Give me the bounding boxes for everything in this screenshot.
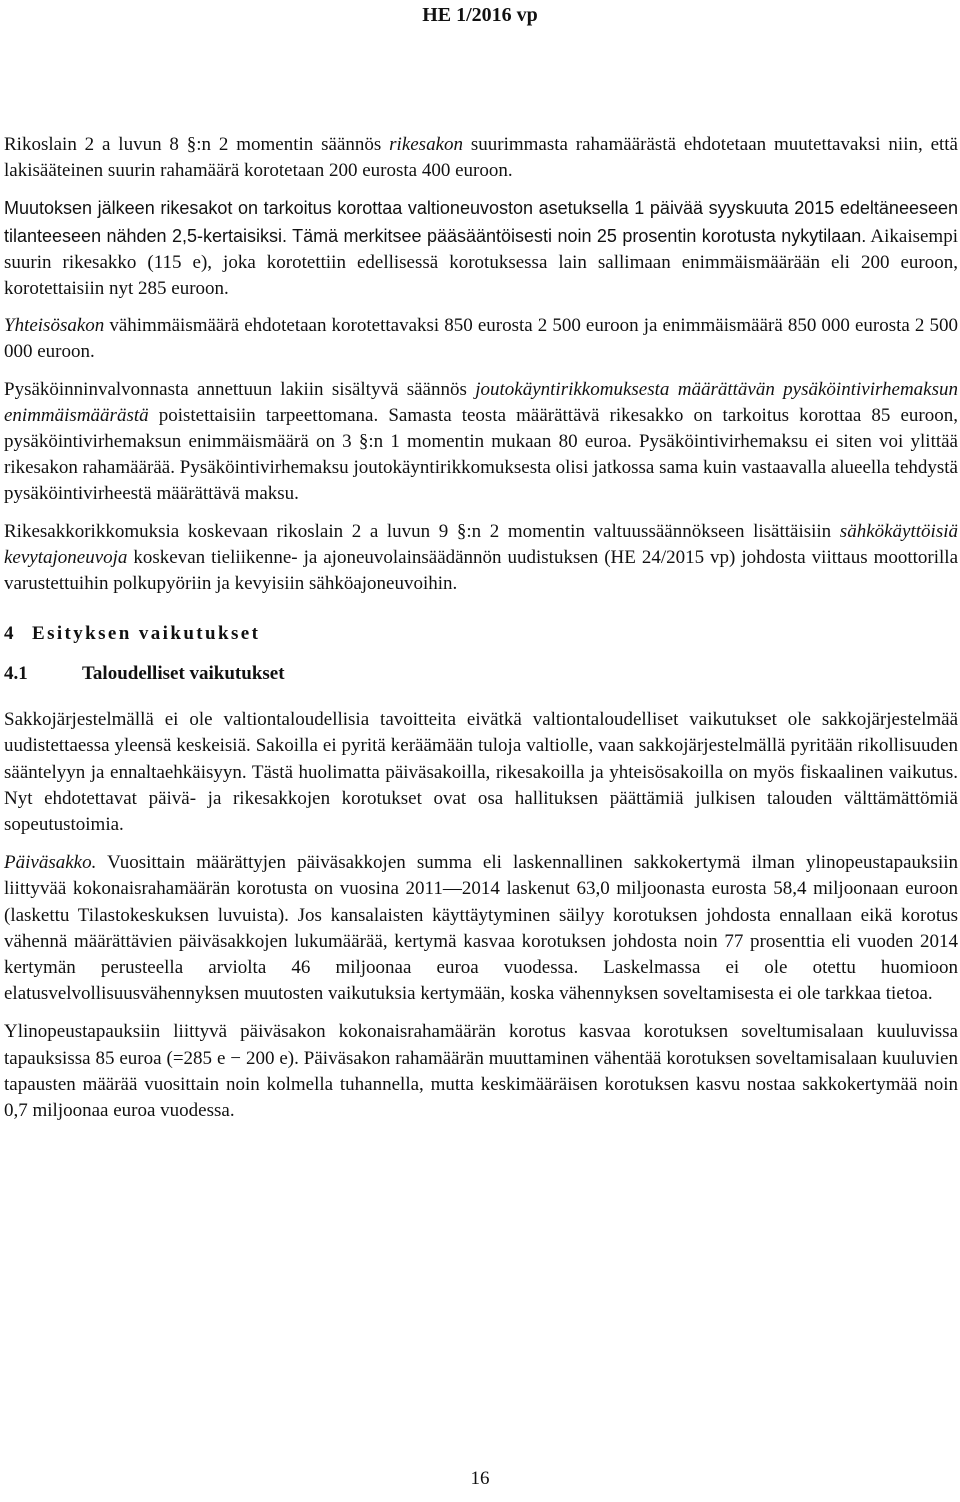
subsection-heading: 4.1 Taloudelliset vaikutukset xyxy=(4,663,285,685)
paragraph-pysakointi: Pysäköinninvalvonnasta annettuun lakiin sisältyvä säännös joutokäyntirikkomuksesta määrättävän pysäköintivirhemaksun enimmäismäärästä poistettaisiin tarpeettomana. Samasta teosta määrättävä rikesakko on tarkoitus korottaa 85 euroon, pysäköintivirhemaksun enimmäismäärä on 3 §:n 1 momentin mukaan 80 euroa. Pysäköintivirhemaksu ei siten voi ylittää rikesakon rahamäärää. Pysäköintivirhemaksu joutokäyntirikkomuksesta olisi jatkossa sama kuin vastaavalla alueella tehdystä pysäköintivirheestä määrättävä maksu. xyxy=(4,378,959,505)
page-number: 16 xyxy=(470,1468,490,1489)
paragraph-ylinopeus: Ylinopeustapauksiin liittyvä päiväsakon kokonaisrahamäärän korotus kasvaa korotuksen soveltumisalaan kuuluvissa tapauksissa 85 euroa (=285 e − 200 e). Päiväsakon rahamäärän muuttaminen vähentää korotuksen soveltamisalaan kuuluvien tapausten määrää vuosittain noin kolmella tuhannella, mutta keskimääräisen korotuksen kasvu nostaa sakkokertymää noin 0,7 miljoonaa euroa vuodessa. xyxy=(4,1021,958,1122)
section-heading: 4 Esityksen vaikutukset xyxy=(4,623,261,645)
document-body xyxy=(4,132,958,1135)
running-header: HE 1/2016 vp xyxy=(422,4,538,26)
paragraph-sakkojarjestelma: Sakkojärjestelmällä ei ole valtiontaloudellisia tavoitteita eivätkä valtiontaloudelliset vaikutukset ole sakkojärjestelmää uudistettaessa yleensä keskeisiä. Sakoilla ei pyritä keräämään tuloja valtiolle, vaan sakkojärjestelmällä pyritään rikollisuuden sääntelyyn ja ennaltaehkäisyyn. Tästä huolimatta päiväsakoilla, rikesakoilla ja yhteisösakoilla on myös fiskaalinen vaikutus. Nyt ehdotettavat päivä- ja rikesakkojen korotukset ovat osa hallituksen päättämiä julkisen talouden välttämättömiä sopeutustoimia. xyxy=(4,709,958,836)
paragraph-rikesakko-limit: Rikoslain 2 a luvun 8 §:n 2 momentin säännös rikesakon suurimmasta rahamäärästä ehdotetaan muutettavaksi niin, että lakisääteinen suurin rahamäärä korotetaan 200 eurosta 400 euroon. xyxy=(4,134,958,182)
paragraph-valtuussaannos: Rikesakkorikkomuksia koskevaan rikoslain 2 a luvun 9 §:n 2 momentin valtuussäännökseen lisättäisiin sähkökäyttöisiä kevytajoneuvoja koskevan tieliikenne- ja ajoneuvolainsäädännön uudistuksen (HE 24/2015 vp) johdosta viittaus moottorilla varustettuihin polkupyöriin ja kevyisiin sähköajoneuvoihin. xyxy=(4,520,958,595)
paragraph-paivasakko: Päiväsakko. Vuosittain määrättyjen päiväsakkojen summa eli laskennallinen sakkokertymä ilman ylinopeustapauksiin liittyvää kokonaisrahamäärän korotusta on vuosina 2011—2014 laskenut 63,0 miljoonasta eurosta 58,4 miljoonaan euroon (laskettu Tilastokeskuksen luvuista). Jos kansalaisten käyttäytyminen säilyy korotuksen johdosta ennallaan eikä korotus vähennä määrättävien päiväsakkojen lukumäärää, kertymä kasvaa korotuksen johdosta noin 77 prosenttia eli vuoden 2014 kertymän perusteella arviolta 46 miljoonaa euroa vuodessa. Laskelmassa ei ole otettu huomioon elatusvelvollisuusvähennyksen muutosten vaikutuksia kertymään, koska vähennyksen soveltamisesta ei ole tarkkaa tietoa. xyxy=(4,852,958,1005)
paragraph-rikesakko-increase: Muutoksen jälkeen rikesakot on tarkoitus korottaa valtioneuvoston asetuksella 1 päivää syyskuuta 2015 edeltäneeseen tilanteeseen nähden 2,5-kertaisiksi. Tämä merkitsee pääsääntöisesti noin 25 prosentin korotusta nykytilaan. Aikaisempi suurin rikesakko (115 e), joka korotettiin edellisessä korotuksessa lain sallimaan enimmäismäärään eli 200 euroon, korotettaisiin nyt 285 euroon. xyxy=(4,198,958,300)
paragraph-yhteisosakko: Yhteisösakon vähimmäismäärä ehdotetaan korotettavaksi 850 eurosta 2 500 euroon ja enimmäismäärä 850 000 eurosta 2 500 000 euroon. xyxy=(4,315,958,363)
